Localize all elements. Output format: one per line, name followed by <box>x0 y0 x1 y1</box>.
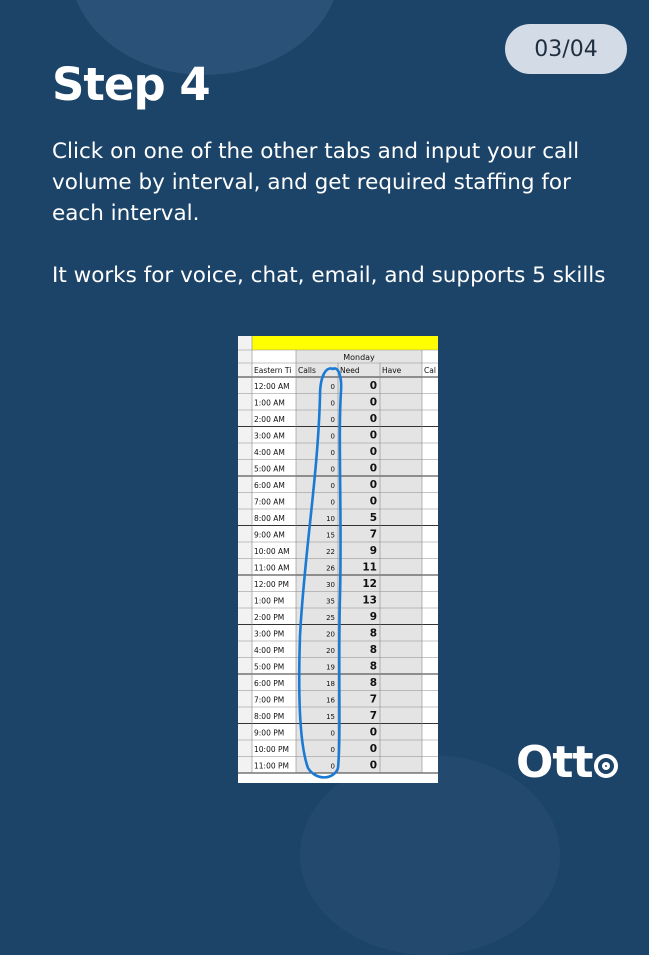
cell-time: 8:00 AM <box>254 514 285 523</box>
logo-text: Ott <box>516 736 593 788</box>
cell-calls: 0 <box>330 746 335 754</box>
cell-time: 3:00 PM <box>254 629 285 639</box>
cell-calls: 0 <box>330 399 335 408</box>
cell-time: 2:00 PM <box>254 613 285 622</box>
cell-time: 5:00 AM <box>254 464 285 474</box>
otta-logo <box>516 737 618 787</box>
spreadsheet-grid <box>238 336 438 783</box>
cell-calls: 20 <box>326 630 335 639</box>
cell-calls: 19 <box>326 663 335 672</box>
column-header-cal: Cal <box>424 366 436 375</box>
cell-need: 0 <box>369 429 377 442</box>
row-header-column <box>238 336 252 773</box>
cell-need: 0 <box>369 759 377 772</box>
cell-need: 0 <box>369 446 377 458</box>
cell-need: 9 <box>369 611 377 623</box>
cell-calls: 26 <box>326 564 335 573</box>
cell-calls: 25 <box>326 614 335 622</box>
column-header-need: Need <box>340 366 360 375</box>
cell-calls: 35 <box>326 597 335 606</box>
cell-need: 0 <box>369 495 377 508</box>
cell-need: 8 <box>369 677 377 689</box>
cell-need: 7 <box>369 710 377 722</box>
cell-time: 11:00 AM <box>254 563 290 573</box>
cell-time: 12:00 PM <box>254 580 289 589</box>
cell-need: 7 <box>369 693 377 706</box>
highlight-row <box>252 336 438 350</box>
cell-calls: 0 <box>330 482 335 490</box>
cell-time: 12:00 AM <box>254 382 290 391</box>
cell-need: 0 <box>369 743 377 755</box>
cell-need: 12 <box>362 578 377 590</box>
cell-time: 10:00 AM <box>254 547 290 556</box>
cell-calls: 15 <box>326 713 335 721</box>
cell-calls: 0 <box>330 729 335 738</box>
column-header-calls: Calls <box>298 366 316 375</box>
cell-calls: 10 <box>326 515 335 523</box>
cell-need: 8 <box>369 660 377 673</box>
cell-need: 0 <box>369 726 377 739</box>
cell-calls: 16 <box>326 696 335 705</box>
shaded-area <box>296 350 422 773</box>
page-indicator-badge: 03/04 <box>505 24 627 74</box>
cell-calls: 0 <box>330 383 335 391</box>
at-sign-icon <box>594 754 618 778</box>
cell-need: 0 <box>369 413 377 425</box>
cell-calls: 0 <box>330 762 335 771</box>
cell-time: 5:00 PM <box>254 662 285 672</box>
instruction-text: Click on one of the other tabs and input your call volume by interval, and get required staffing for each interval. <box>52 139 580 226</box>
cell-time: 7:00 AM <box>254 497 285 507</box>
cell-time: 9:00 AM <box>254 530 285 540</box>
cell-need: 0 <box>369 462 377 475</box>
cell-calls: 22 <box>326 548 335 556</box>
cell-need: 9 <box>369 545 377 557</box>
cell-time: 9:00 PM <box>254 728 285 738</box>
cell-need: 5 <box>369 512 377 524</box>
cell-need: 7 <box>369 528 377 541</box>
cell-need: 13 <box>362 594 377 607</box>
cell-time: 2:00 AM <box>254 415 285 424</box>
cell-time: 8:00 PM <box>254 712 285 721</box>
cell-calls: 0 <box>330 498 335 507</box>
cell-time: 1:00 PM <box>254 596 285 606</box>
support-text: It works for voice, chat, email, and supports 5 skills <box>52 263 606 288</box>
cell-calls: 0 <box>330 449 335 457</box>
cell-need: 0 <box>369 396 377 409</box>
cell-calls: 0 <box>330 465 335 474</box>
cell-need: 8 <box>369 644 377 656</box>
cell-calls: 0 <box>330 432 335 441</box>
cell-calls: 30 <box>326 581 335 589</box>
cell-time: 6:00 AM <box>254 481 285 490</box>
cell-time: 7:00 PM <box>254 695 285 705</box>
cell-calls: 0 <box>330 416 335 424</box>
day-header: Monday <box>343 353 375 362</box>
cell-need: 0 <box>369 380 377 392</box>
cell-calls: 15 <box>326 531 335 540</box>
spreadsheet-screenshot <box>238 336 438 783</box>
cell-time: 3:00 AM <box>254 431 285 441</box>
column-header-have: Have <box>382 366 402 375</box>
cell-calls: 20 <box>326 647 335 655</box>
cell-time: 11:00 PM <box>254 761 289 771</box>
cell-time: 6:00 PM <box>254 679 285 688</box>
cell-need: 8 <box>369 627 377 640</box>
cell-calls: 18 <box>326 680 335 688</box>
cell-need: 0 <box>369 479 377 491</box>
cell-time: 4:00 AM <box>254 448 285 457</box>
cell-time: 10:00 PM <box>254 745 289 754</box>
step-title: Step 4 <box>52 58 210 111</box>
cell-need: 11 <box>362 561 377 574</box>
column-header-time: Eastern Ti <box>254 366 292 375</box>
cell-time: 1:00 AM <box>254 398 285 408</box>
cell-time: 4:00 PM <box>254 646 285 655</box>
